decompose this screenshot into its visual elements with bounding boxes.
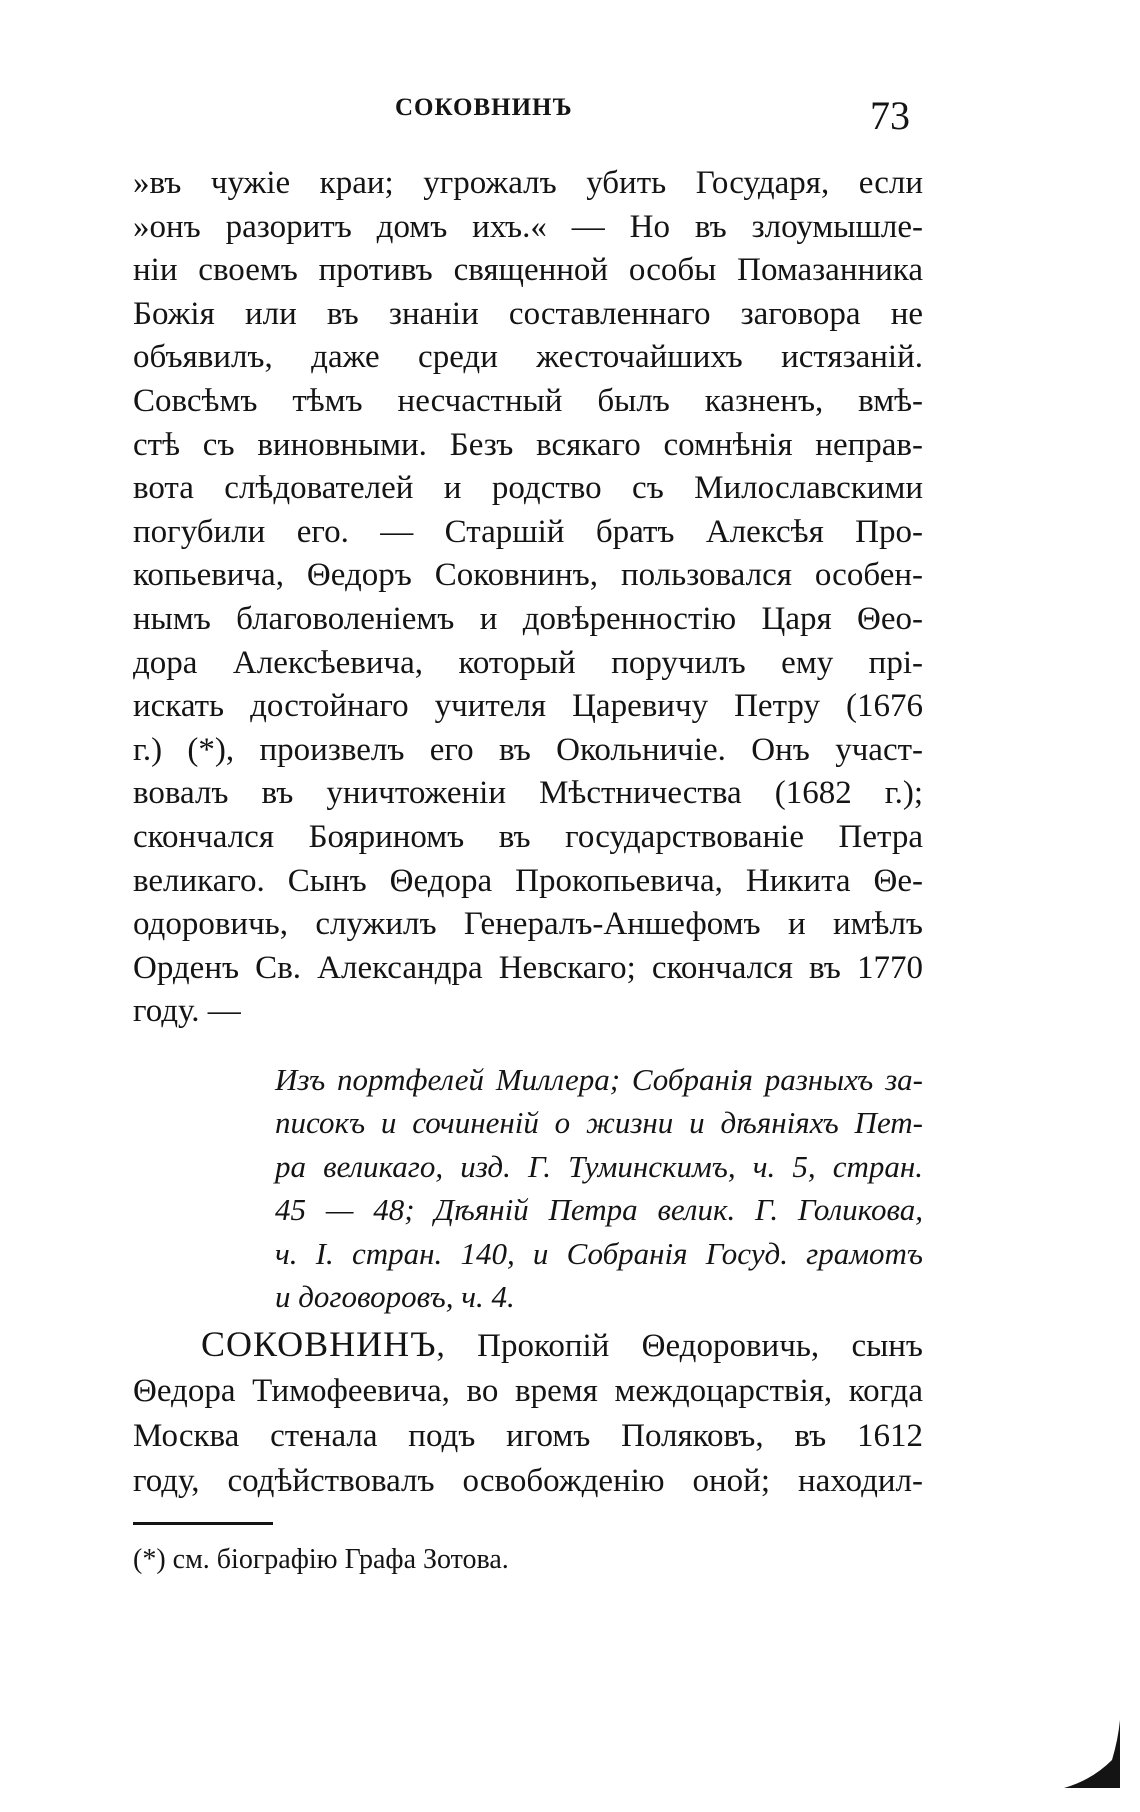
- text-line: одоровичь, служилъ Генералъ-Аншефомъ и имѣлъ: [133, 906, 923, 943]
- text-line: Совсѣмъ тѣмъ несчастный былъ казненъ, вмѣ-: [133, 382, 923, 419]
- text-line: вовалъ въ уничтоженіи Мѣстничества (1682 г.);: [133, 775, 923, 812]
- text-line: Божія или въ знаніи составленнаго заговора не: [133, 295, 923, 332]
- text-line: погубили его. — Старшій братъ Алексѣя Про-: [133, 513, 923, 550]
- text-line: Москва стенала подъ игомъ Поляковъ, въ 1612: [133, 1418, 923, 1454]
- citation-line: и договоровъ, ч. 4.: [275, 1279, 515, 1315]
- text-line: скончался Бояриномъ въ государствованіе Петра: [133, 818, 923, 855]
- text-line: стѣ съ виновными. Безъ всякаго сомнѣнія неправ-: [133, 426, 923, 463]
- entry-first-line-text: , Прокопій Θедоровичь, сынъ: [436, 1328, 923, 1364]
- text-line: Θедора Тимофеевича, во время междоцарствія, когда: [133, 1373, 923, 1409]
- text-line: ніи своемъ противъ священной особы Помазанника: [133, 252, 923, 289]
- entry-headword: СОКОВНИНЪ: [201, 1324, 437, 1364]
- text-line: вота слѣдователей и родство съ Милославскими: [133, 470, 923, 507]
- entry-first-line: [133, 1322, 923, 1369]
- text-line: искать достойнаго учителя Царевичу Петру (1676: [133, 688, 923, 725]
- text-line: году, содѣйствовалъ освобожденію оной; находил-: [133, 1463, 923, 1499]
- footnote: (*) см. біографію Графа Зотова.: [133, 1544, 509, 1575]
- text-line: дора Алексѣевича, который поручилъ ему прі-: [133, 644, 923, 681]
- citation-line: ра великаго, изд. Г. Туминскимъ, ч. 5, стран.: [275, 1148, 923, 1184]
- page-edge-shadow: [1062, 1720, 1122, 1790]
- text-line: г.) (*), произвелъ его въ Окольничіе. Онъ участ-: [133, 731, 923, 768]
- text-line: »въ чужіе краи; угрожалъ убить Государя, если: [133, 165, 923, 201]
- source-citation: [275, 1058, 923, 1318]
- text-line: году. —: [133, 993, 241, 1030]
- main-paragraph: [133, 162, 923, 1034]
- dictionary-entry: [133, 1322, 923, 1504]
- citation-line: писокъ и сочиненій о жизни и дѣяніяхъ Пет-: [275, 1105, 923, 1141]
- text-line: великаго. Сынъ Θедора Прокопьевича, Никита Θе-: [133, 862, 923, 899]
- footnote-divider: [133, 1522, 273, 1525]
- text-line: копьевича, Θедоръ Соковнинъ, пользовался особен-: [133, 557, 923, 594]
- citation-line: 45 — 48; Дѣяній Петра велик. Г. Голикова,: [275, 1192, 923, 1228]
- text-line: Орденъ Св. Александра Невскаго; скончался въ 1770: [133, 949, 923, 986]
- citation-line: ч. I. стран. 140, и Собранія Госуд. грамотъ: [275, 1235, 923, 1271]
- citation-line: Изъ портфелей Миллера; Собранія разныхъ за-: [275, 1062, 923, 1097]
- running-head: СОКОВНИНЪ: [395, 94, 573, 121]
- text-line: »онъ разоритъ домъ ихъ.« — Но въ злоумышле-: [133, 208, 923, 245]
- text-line: нымъ благоволеніемъ и довѣренностію Царя Θео-: [133, 600, 923, 637]
- page-number: 73: [870, 93, 910, 138]
- text-line: объявилъ, даже среди жесточайшихъ истязаній.: [133, 339, 923, 376]
